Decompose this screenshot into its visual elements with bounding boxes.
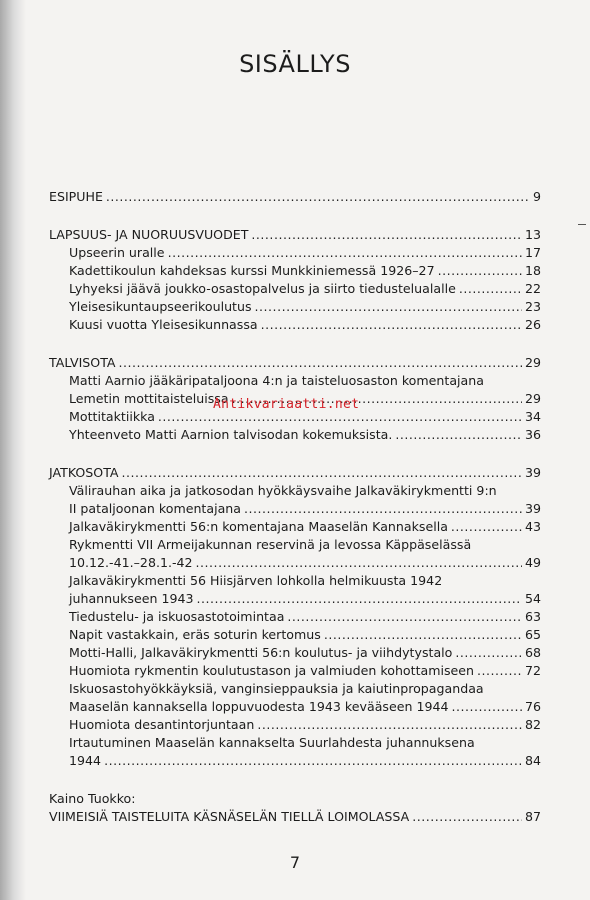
table-of-contents [49,188,541,826]
toc-entry-title: Huomiota rykmentin koulutustason ja valmiuden kohottamiseen [69,663,475,678]
leader-dots [438,262,522,280]
leader-dots [287,608,522,626]
toc-section-lapsuus [49,226,541,244]
toc-entry-title: II pataljoonan komentajana [69,501,242,516]
toc-page-number: 72 [524,663,541,678]
toc-section-title: JATKOSOTA [49,465,119,480]
toc-entry-title: Lemetin mottitaisteluissa [69,391,229,406]
leader-dots [477,662,522,680]
toc-entry [49,698,541,716]
toc-entry-title: Jalkaväkirykmentti 56:n komentajana Maaselän Kannaksella [69,519,448,534]
toc-section-tuokko [49,808,541,826]
toc-page-number: 13 [524,227,541,242]
leader-dots [168,244,522,262]
toc-page-number: 34 [524,409,541,424]
leader-dots [255,298,522,316]
toc-page-number: 39 [524,465,541,480]
toc-entry [49,244,541,262]
toc-entry-title-line: Rykmentti VII Armeijakunnan reservinä ja levossa Käppäselässä [69,537,472,552]
toc-entry [49,716,541,734]
toc-section-title: TALVISOTA [49,355,116,370]
toc-entry-title-line: Välirauhan aika ja jatkosodan hyökkäysvaihe Jalkaväkirykmentti 9:n [69,483,497,498]
toc-entry-title: Yleisesikuntaupseerikoulutus [69,299,252,314]
toc-entry [49,608,541,626]
toc-section-title: VIIMEISIÄ TAISTELUITA KÄSNÄSELÄN TIELLÄ LOIMOLASSA [49,809,410,824]
toc-entry-title: Tiedustelu- ja iskuosastotoimintaa [69,609,285,624]
leader-dots [251,226,522,244]
leader-dots [324,626,522,644]
edge-mark [578,224,586,225]
toc-page-number: 36 [524,427,541,442]
toc-entry-title-line: Iskuosastohyökkäyksiä, vanginsieppauksia ja kaiutinpropagandaa [69,681,484,696]
leader-dots [451,518,522,536]
leader-dots [261,316,522,334]
toc-page-number: 49 [524,555,541,570]
toc-entry [49,426,541,444]
toc-entry-title-line: Irtautuminen Maaselän kannakselta Suurlahdesta juhannuksena [69,735,475,750]
toc-entry [49,518,541,536]
toc-entry-title: Napit vastakkain, eräs soturin kertomus [69,627,321,642]
toc-page-number: 39 [524,501,541,516]
toc-entry-title: Motti-Halli, Jalkaväkirykmentti 56:n koulutus- ja viihdytystalo [69,645,453,660]
toc-entry-title: Yhteenveto Matti Aarnion talvisodan kokemuksista. [69,427,393,442]
leader-dots [257,716,522,734]
toc-entry [49,644,541,662]
toc-page-number: 65 [524,627,541,642]
toc-entry-title: Lyhyeksi jäävä joukko-osastopalvelus ja siirto tiedustelualalle [69,281,456,296]
toc-entry [49,626,541,644]
toc-entry-esipuhe [49,188,541,206]
toc-page-number: 43 [524,519,541,534]
toc-page-number: 68 [524,645,541,660]
toc-entry-title: juhannukseen 1943 [69,591,194,606]
toc-page-number: 18 [524,263,541,278]
toc-entry-title: Kadettikoulun kahdeksas kurssi Munkkiniemessä 1926–27 [69,263,435,278]
toc-entry [49,280,541,298]
toc-page-number: 87 [524,809,541,824]
toc-entry [49,500,541,518]
leader-dots [244,500,522,518]
toc-entry [49,554,541,572]
toc-page-number: 9 [532,189,541,204]
leader-dots [452,698,522,716]
toc-entry [49,298,541,316]
toc-entry-title: 1944 [69,753,102,768]
leader-dots [106,188,530,206]
toc-page-number: 63 [524,609,541,624]
toc-entry [49,590,541,608]
toc-page-number: 54 [524,591,541,606]
toc-page-number: 22 [524,281,541,296]
toc-entry [49,316,541,334]
toc-entry-title: Maaselän kannaksella loppuvuodesta 1943 kevääseen 1944 [69,699,449,714]
page-number: 7 [289,853,301,872]
toc-page-number: 23 [524,299,541,314]
toc-page-number: 76 [524,699,541,714]
page-heading: SISÄLLYS [239,50,351,78]
toc-entry-title-line: Jalkaväkirykmentti 56 Hiisjärven lohkolla helmikuusta 1942 [69,573,443,588]
toc-entry-title: Kuusi vuotta Yleisesikunnassa [69,317,258,332]
leader-dots [122,464,522,482]
toc-page-number: 17 [524,245,541,260]
toc-entry [49,752,541,770]
toc-section-jatkosota [49,464,541,482]
toc-entry-title: 10.12.-41.–28.1.-42 [69,555,193,570]
toc-page-number: 29 [524,355,541,370]
leader-dots [395,426,522,444]
leader-dots [119,354,522,372]
toc-section-talvisota [49,354,541,372]
toc-entry-title: Huomiota desantintorjuntaan [69,717,255,732]
toc-entry-title-line: Matti Aarnio jääkäripataljoona 4:n ja taisteluosaston komentajana [69,373,484,388]
toc-page-number: 84 [524,753,541,768]
leader-dots [412,808,522,826]
toc-page-number: 29 [524,391,541,406]
leader-dots [455,644,522,662]
page-gutter-shadow [0,0,26,900]
toc-entry-title: Upseerin uralle [69,245,165,260]
toc-entry-title: ESIPUHE [49,189,103,204]
toc-entry-title: Mottitaktiikka [69,409,155,424]
toc-entry [49,262,541,280]
toc-author: Kaino Tuokko: [49,791,136,806]
toc-page-number: 82 [524,717,541,732]
toc-page-number: 26 [524,317,541,332]
leader-dots [196,554,522,572]
leader-dots [104,752,522,770]
leader-dots [459,280,522,298]
toc-section-title: LAPSUUS- JA NUORUUSVUODET [49,227,249,242]
leader-dots [197,590,522,608]
toc-entry [49,662,541,680]
watermark-text: Antikvariaatti.net [213,397,360,412]
